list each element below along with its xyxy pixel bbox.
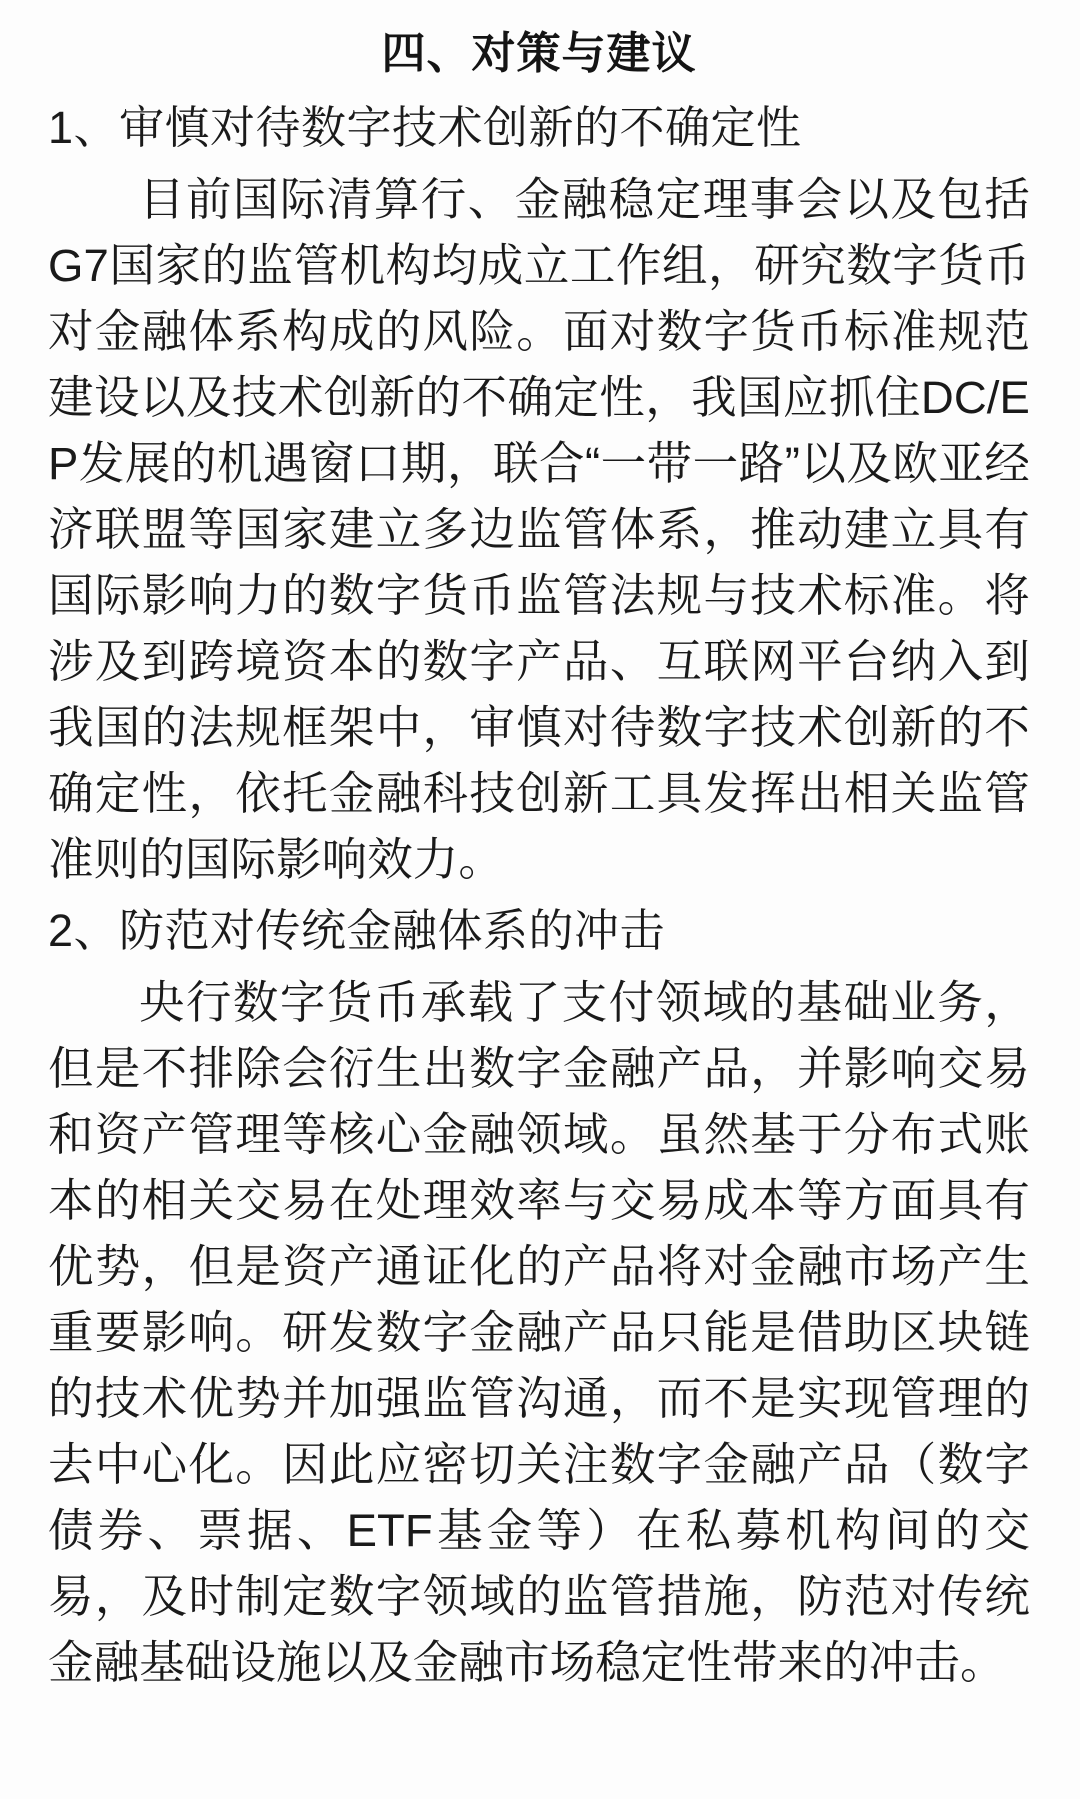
section-2 <box>48 899 1030 1696</box>
page-title: 四、对策与建议 <box>381 29 697 78</box>
section-heading-1: 1、审慎对待数字技术创新的不确定性 <box>48 102 802 154</box>
section-heading-2: 2、防范对传统金融体系的冲击 <box>48 905 666 957</box>
section-paragraph-1: 目前国际清算行、金融稳定理事会以及包括G7国家的监管机构均成立工作组，研究数字货币对金融体系构成的风险。面对数字货币标准规范建设以及技术创新的不确定性，我国应抓住DC/EP发展的机遇窗口期，联合“一带一路”以及欧亚经济联盟等国家建立多边监管体系，推动建立具有国际影响力的数字货币监管法规与技术标准。将涉及到跨境资本的数字产品、互联网平台纳入到我国的法规框架中，审慎对待数字技术创新的不确定性，依托金融科技创新工具发挥出相关监管准则的国际影响效力。 <box>48 174 1030 886</box>
section-paragraph-2: 央行数字货币承载了支付领域的基础业务，但是不排除会衍生出数字金融产品，并影响交易和资产管理等核心金融领域。虽然基于分布式账本的相关交易在处理效率与交易成本等方面具有优势，但是资产通证化的产品将对金融市场产生重要影响。研发数字金融产品只能是借助区块链的技术优势并加强监管沟通，而不是实现管理的去中心化。因此应密切关注数字金融产品（数字债券、票据、ETF基金等）在私募机构间的交易，及时制定数字领域的监管措施，防范对传统金融基础设施以及金融市场稳定性带来的冲击。 <box>48 976 1030 1688</box>
section-1 <box>48 96 1030 893</box>
